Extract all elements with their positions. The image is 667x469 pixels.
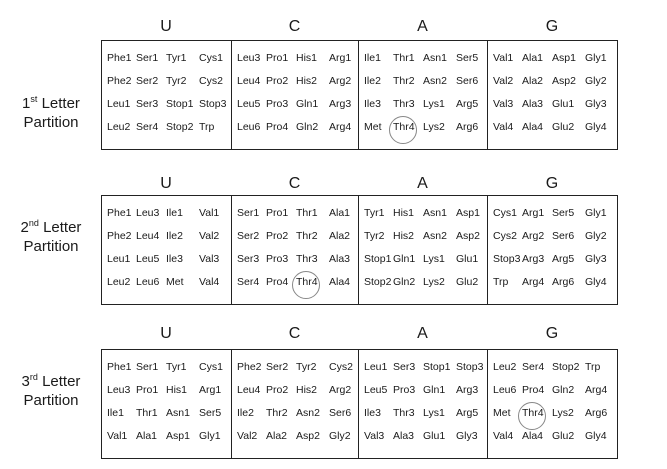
codon-cell: Ala1 xyxy=(329,207,351,219)
codon-cell: Val4 xyxy=(493,430,514,442)
label-ordinal: 3 xyxy=(21,373,30,390)
codon-cell: Lys1 xyxy=(423,253,445,265)
label-line2: Partition xyxy=(23,392,79,409)
codon-cell: Ser3 xyxy=(393,361,416,373)
codon-cell: Gly4 xyxy=(585,430,607,442)
codon-cell: Leu1 xyxy=(364,361,388,373)
codon-cell: Ala3 xyxy=(329,253,351,265)
codon-cell: Thr1 xyxy=(136,407,158,419)
codon-cell: His1 xyxy=(296,52,318,64)
codon-cell: Phe1 xyxy=(107,207,132,219)
codon-cell: Leu4 xyxy=(237,75,261,87)
codon-cell: Gly2 xyxy=(585,75,607,87)
codon-cell: Ala2 xyxy=(266,430,288,442)
codon-cell: Ser6 xyxy=(329,407,352,419)
codon-cell: Leu6 xyxy=(237,121,261,133)
codon-block-c xyxy=(231,196,358,304)
label-suffix: st xyxy=(30,94,38,104)
codon-cell: Ser6 xyxy=(552,230,575,242)
column-header-u: U xyxy=(160,175,172,192)
codon-cell: Leu4 xyxy=(237,384,261,396)
codon-cell: Ser2 xyxy=(266,361,289,373)
codon-cell: Thr2 xyxy=(266,407,288,419)
codon-cell: Cys2 xyxy=(493,230,517,242)
codon-cell: Ala3 xyxy=(393,430,415,442)
codon-cell: Val4 xyxy=(199,276,220,288)
codon-cell: Tyr1 xyxy=(166,52,187,64)
codon-cell: Gln1 xyxy=(296,98,319,110)
codon-cell: His2 xyxy=(296,384,318,396)
codon-cell: Phe2 xyxy=(237,361,262,373)
codon-cell: Leu3 xyxy=(237,52,261,64)
codon-cell: Leu5 xyxy=(364,384,388,396)
codon-grid xyxy=(101,195,618,305)
codon-cell: Asp2 xyxy=(296,430,320,442)
codon-cell: Ser3 xyxy=(136,98,159,110)
codon-cell: Thr3 xyxy=(296,253,318,265)
codon-cell: Ser1 xyxy=(136,52,159,64)
codon-cell: Gln2 xyxy=(296,121,319,133)
codon-cell: Asn1 xyxy=(423,52,447,64)
highlight-circle xyxy=(389,116,417,144)
codon-cell: Ser5 xyxy=(456,52,479,64)
codon-cell: Cys2 xyxy=(329,361,353,373)
codon-cell: Ile1 xyxy=(364,52,381,64)
codon-cell: Val1 xyxy=(493,52,514,64)
codon-cell: Pro4 xyxy=(522,384,545,396)
codon-cell: Ser4 xyxy=(136,121,159,133)
codon-cell: Val3 xyxy=(364,430,385,442)
codon-cell: Gly1 xyxy=(585,207,607,219)
codon-cell: Arg4 xyxy=(585,384,608,396)
codon-cell: Stop3 xyxy=(199,98,227,110)
codon-cell: Lys2 xyxy=(552,407,574,419)
codon-cell: Ala1 xyxy=(136,430,158,442)
column-header-a: A xyxy=(417,175,428,192)
codon-cell: Stop2 xyxy=(552,361,580,373)
codon-cell: Asp1 xyxy=(552,52,576,64)
codon-cell: Stop3 xyxy=(493,253,521,265)
codon-cell: Ile3 xyxy=(364,407,381,419)
codon-cell: Leu4 xyxy=(136,230,160,242)
codon-cell: Pro2 xyxy=(266,230,289,242)
label-word: Letter xyxy=(37,373,81,390)
codon-cell: His2 xyxy=(296,75,318,87)
codon-cell: Stop3 xyxy=(456,361,484,373)
codon-cell: Arg1 xyxy=(522,207,545,219)
codon-cell: Pro1 xyxy=(266,52,289,64)
codon-cell: Glu1 xyxy=(456,253,479,265)
codon-cell: Arg3 xyxy=(522,253,545,265)
codon-cell: Thr4 xyxy=(393,121,415,133)
codon-cell: Gly3 xyxy=(585,253,607,265)
codon-cell: Arg5 xyxy=(456,407,479,419)
column-header-a: A xyxy=(417,325,428,342)
codon-cell: Tyr2 xyxy=(166,75,187,87)
codon-cell: Stop2 xyxy=(364,276,392,288)
label-ordinal: 2 xyxy=(20,219,29,236)
codon-cell: Asp1 xyxy=(456,207,480,219)
codon-cell: Asn1 xyxy=(423,207,447,219)
codon-cell: Val4 xyxy=(493,121,514,133)
codon-cell: Thr3 xyxy=(393,98,415,110)
codon-cell: Leu1 xyxy=(107,98,131,110)
codon-cell: Arg5 xyxy=(552,253,575,265)
codon-cell: Glu2 xyxy=(456,276,479,288)
codon-cell: Lys2 xyxy=(423,121,445,133)
codon-cell: Gln1 xyxy=(423,384,446,396)
codon-cell: Arg2 xyxy=(329,75,352,87)
codon-cell: Met xyxy=(166,276,184,288)
codon-cell: Gly4 xyxy=(585,121,607,133)
codon-cell: Ile2 xyxy=(166,230,183,242)
codon-cell: Gly2 xyxy=(329,430,351,442)
codon-cell: Gly4 xyxy=(585,276,607,288)
codon-cell: Tyr1 xyxy=(166,361,187,373)
codon-cell: Leu5 xyxy=(136,253,160,265)
label-line2: Partition xyxy=(23,238,79,255)
codon-cell: Val2 xyxy=(493,75,514,87)
codon-cell: Ile2 xyxy=(364,75,381,87)
codon-block-u xyxy=(102,41,231,149)
codon-cell: Leu1 xyxy=(107,253,131,265)
codon-cell: Leu3 xyxy=(136,207,160,219)
codon-cell: Ile1 xyxy=(107,407,124,419)
partition-label xyxy=(3,94,99,132)
codon-cell: Leu6 xyxy=(136,276,160,288)
codon-cell: Ser2 xyxy=(136,75,159,87)
codon-cell: Glu2 xyxy=(552,121,575,133)
codon-cell: Ala1 xyxy=(522,52,544,64)
partition-label xyxy=(3,218,99,256)
codon-cell: Tyr2 xyxy=(296,361,317,373)
codon-cell: Arg3 xyxy=(329,98,352,110)
codon-cell: Phe1 xyxy=(107,361,132,373)
codon-cell: Thr2 xyxy=(393,75,415,87)
codon-cell: Stop1 xyxy=(166,98,194,110)
codon-cell: Asn2 xyxy=(423,75,447,87)
codon-cell: Leu3 xyxy=(107,384,131,396)
column-header-c: C xyxy=(288,175,301,192)
codon-cell: Phe1 xyxy=(107,52,132,64)
codon-cell: Val2 xyxy=(237,430,258,442)
label-suffix: rd xyxy=(29,372,38,382)
codon-cell: Lys1 xyxy=(423,407,445,419)
codon-cell: Pro4 xyxy=(266,121,289,133)
codon-cell: Pro2 xyxy=(266,75,289,87)
codon-cell: Ala4 xyxy=(329,276,351,288)
codon-cell: Pro2 xyxy=(266,384,289,396)
codon-cell: Gln2 xyxy=(393,276,416,288)
codon-cell: Ile3 xyxy=(166,253,183,265)
codon-cell: Gly3 xyxy=(585,98,607,110)
codon-cell: Asn2 xyxy=(296,407,320,419)
codon-cell: Ile2 xyxy=(237,407,254,419)
codon-cell: Ser4 xyxy=(237,276,260,288)
label-line2: Partition xyxy=(23,114,79,131)
codon-cell: Ser4 xyxy=(522,361,545,373)
codon-cell: Gly1 xyxy=(199,430,221,442)
codon-cell: Arg6 xyxy=(456,121,479,133)
codon-cell: Arg3 xyxy=(456,384,479,396)
codon-cell: Met xyxy=(364,121,382,133)
codon-block-g xyxy=(487,41,617,149)
codon-cell: Ile3 xyxy=(364,98,381,110)
codon-cell: Glu1 xyxy=(552,98,575,110)
codon-cell: Val1 xyxy=(199,207,220,219)
codon-cell: Glu1 xyxy=(423,430,446,442)
codon-cell: Ala4 xyxy=(522,430,544,442)
codon-cell: Asn1 xyxy=(166,407,190,419)
codon-block-a xyxy=(358,196,487,304)
codon-cell: Tyr2 xyxy=(364,230,385,242)
codon-cell: Lys1 xyxy=(423,98,445,110)
codon-cell: Ser5 xyxy=(552,207,575,219)
codon-cell: Ser1 xyxy=(136,361,159,373)
codon-block-a xyxy=(358,41,487,149)
codon-cell: Arg4 xyxy=(329,121,352,133)
codon-block-c xyxy=(231,350,358,458)
codon-cell: Arg6 xyxy=(585,407,608,419)
codon-cell: Trp xyxy=(493,276,509,288)
column-header-u: U xyxy=(160,18,172,35)
codon-cell: Gly3 xyxy=(456,430,478,442)
codon-cell: Thr1 xyxy=(393,52,415,64)
codon-cell: Phe2 xyxy=(107,230,132,242)
codon-cell: Leu2 xyxy=(107,276,131,288)
codon-cell: Asp1 xyxy=(166,430,190,442)
codon-cell: Glu2 xyxy=(552,430,575,442)
codon-cell: Ala2 xyxy=(522,75,544,87)
codon-cell: Stop1 xyxy=(364,253,392,265)
codon-cell: Asn2 xyxy=(423,230,447,242)
codon-cell: Asp2 xyxy=(552,75,576,87)
codon-block-g xyxy=(487,350,617,458)
codon-block-u xyxy=(102,350,231,458)
column-header-c: C xyxy=(288,325,301,342)
codon-cell: Pro3 xyxy=(393,384,416,396)
codon-cell: Gln2 xyxy=(552,384,575,396)
codon-grid xyxy=(101,40,618,150)
codon-cell: Ala4 xyxy=(522,121,544,133)
codon-cell: Thr2 xyxy=(296,230,318,242)
codon-cell: Gly2 xyxy=(585,230,607,242)
codon-cell: Ala3 xyxy=(522,98,544,110)
codon-cell: Thr4 xyxy=(522,407,544,419)
codon-cell: Ser5 xyxy=(199,407,222,419)
codon-cell: Leu5 xyxy=(237,98,261,110)
codon-cell: Leu6 xyxy=(493,384,517,396)
codon-cell: Pro1 xyxy=(266,207,289,219)
column-header-u: U xyxy=(160,325,172,342)
codon-cell: Tyr1 xyxy=(364,207,385,219)
codon-cell: Gly1 xyxy=(585,52,607,64)
codon-cell: Thr3 xyxy=(393,407,415,419)
codon-grid xyxy=(101,349,618,459)
highlight-circle xyxy=(518,402,546,430)
column-header-g: G xyxy=(545,175,559,192)
codon-cell: Pro4 xyxy=(266,276,289,288)
column-header-a: A xyxy=(417,18,428,35)
codon-cell: Cys1 xyxy=(199,361,223,373)
codon-cell: Stop1 xyxy=(423,361,451,373)
codon-cell: Gln1 xyxy=(393,253,416,265)
codon-cell: Arg4 xyxy=(522,276,545,288)
codon-cell: Phe2 xyxy=(107,75,132,87)
codon-cell: Cys1 xyxy=(493,207,517,219)
codon-cell: Arg2 xyxy=(522,230,545,242)
codon-cell: Thr4 xyxy=(296,276,318,288)
codon-cell: Val3 xyxy=(199,253,220,265)
codon-cell: His1 xyxy=(393,207,415,219)
codon-cell: Val2 xyxy=(199,230,220,242)
codon-cell: Pro3 xyxy=(266,98,289,110)
codon-cell: Cys1 xyxy=(199,52,223,64)
codon-cell: Arg1 xyxy=(199,384,222,396)
codon-cell: Pro1 xyxy=(136,384,159,396)
codon-cell: His2 xyxy=(393,230,415,242)
codon-cell: Arg6 xyxy=(552,276,575,288)
codon-block-a xyxy=(358,350,487,458)
label-word: Letter xyxy=(37,95,80,112)
highlight-circle xyxy=(292,271,320,299)
column-header-g: G xyxy=(545,18,559,35)
codon-cell: Arg1 xyxy=(329,52,352,64)
codon-cell: Ser1 xyxy=(237,207,260,219)
codon-cell: Asp2 xyxy=(456,230,480,242)
codon-cell: Pro3 xyxy=(266,253,289,265)
codon-cell: Cys2 xyxy=(199,75,223,87)
codon-block-g xyxy=(487,196,617,304)
codon-cell: Arg5 xyxy=(456,98,479,110)
codon-cell: Met xyxy=(493,407,511,419)
codon-cell: Leu2 xyxy=(493,361,517,373)
column-header-c: C xyxy=(288,18,301,35)
codon-cell: Arg2 xyxy=(329,384,352,396)
codon-cell: Lys2 xyxy=(423,276,445,288)
codon-cell: Thr1 xyxy=(296,207,318,219)
codon-cell: Ile1 xyxy=(166,207,183,219)
label-ordinal: 1 xyxy=(22,95,31,112)
codon-cell: Val3 xyxy=(493,98,514,110)
codon-cell: Trp xyxy=(199,121,215,133)
codon-cell: Ser3 xyxy=(237,253,260,265)
codon-cell: Ser6 xyxy=(456,75,479,87)
column-header-g: G xyxy=(545,325,559,342)
codon-cell: His1 xyxy=(166,384,188,396)
codon-cell: Stop2 xyxy=(166,121,194,133)
codon-cell: Val1 xyxy=(107,430,128,442)
label-suffix: nd xyxy=(28,218,39,228)
codon-cell: Leu2 xyxy=(107,121,131,133)
codon-block-u xyxy=(102,196,231,304)
codon-cell: Ala2 xyxy=(329,230,351,242)
codon-cell: Trp xyxy=(585,361,601,373)
codon-block-c xyxy=(231,41,358,149)
label-word: Letter xyxy=(38,219,82,236)
codon-cell: Ser2 xyxy=(237,230,260,242)
partition-label xyxy=(3,372,99,410)
